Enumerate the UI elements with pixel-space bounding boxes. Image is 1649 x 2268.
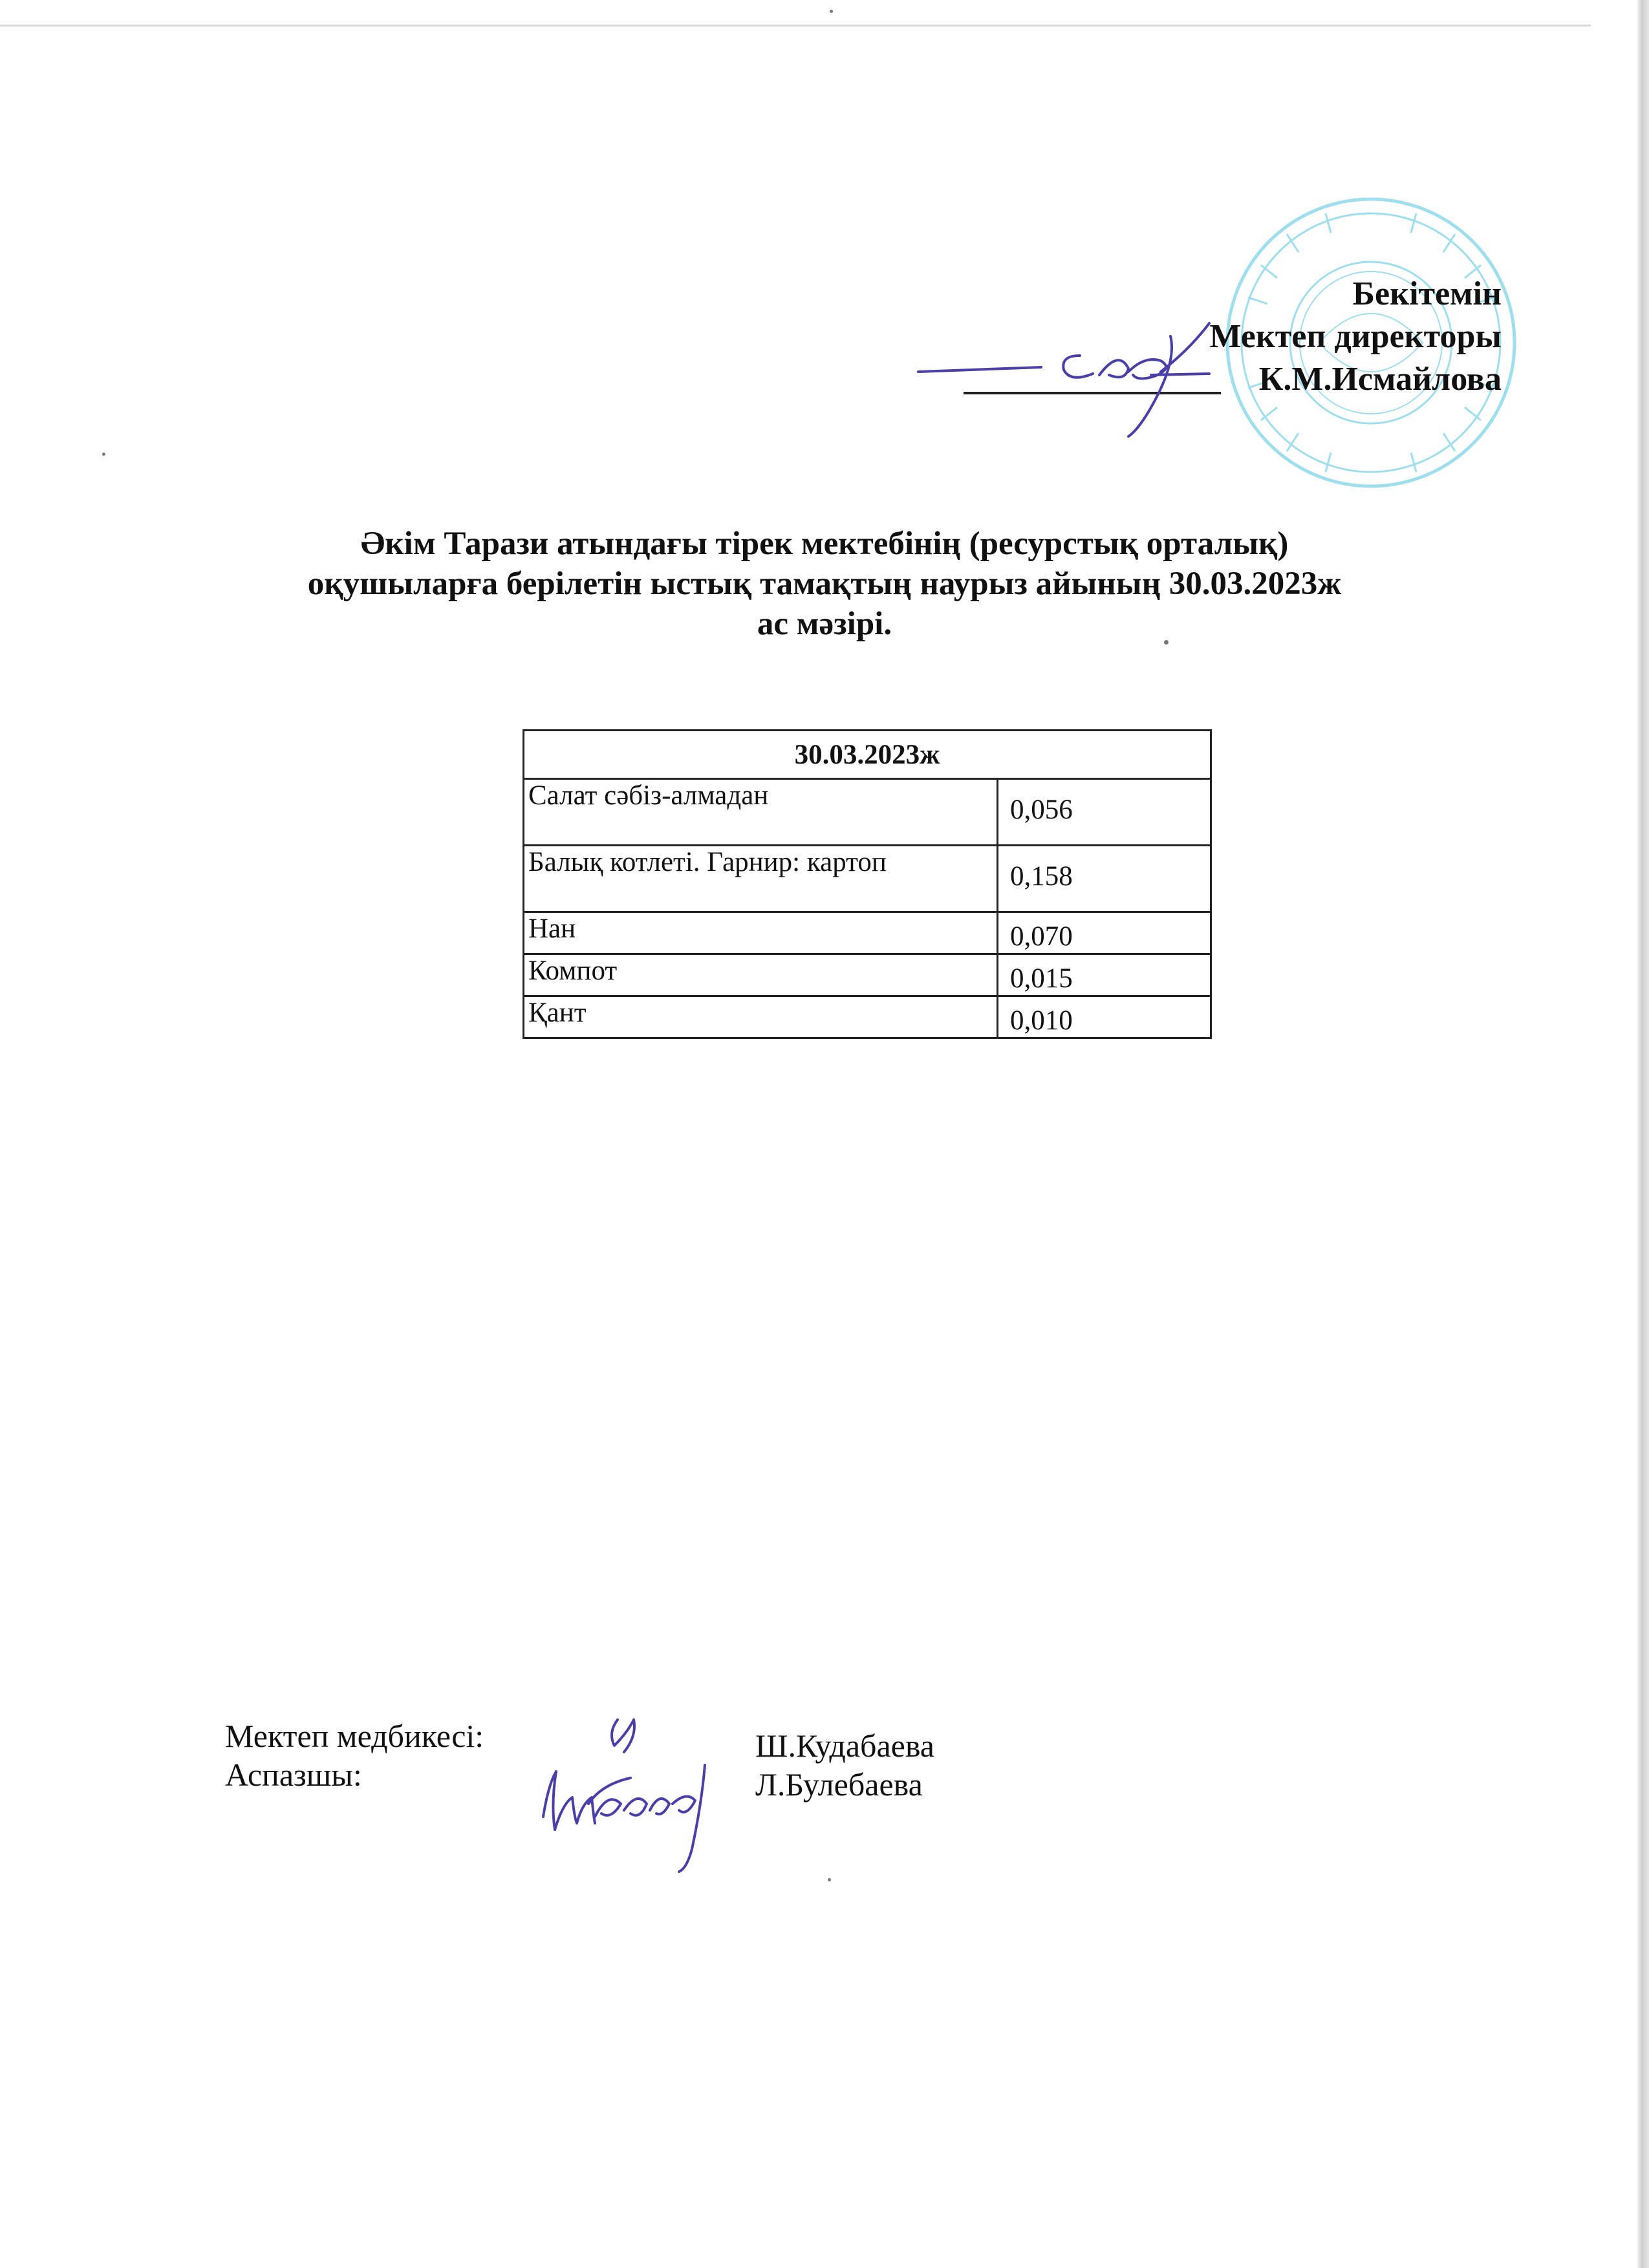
amount-value: 0,158 — [1010, 861, 1073, 892]
amount-value: 0,010 — [1010, 1005, 1073, 1036]
menu-item-name: Салат сәбіз-алмадан — [524, 779, 998, 846]
scan-border-line — [0, 25, 1591, 27]
menu-table — [523, 729, 1212, 1039]
menu-item-amount — [998, 912, 1211, 954]
menu-item-amount — [998, 954, 1211, 996]
table-row — [524, 954, 1211, 996]
title-line-2: оқушыларға берілетін ыстық тамақтың наурыз айының 30.03.2023ж — [307, 566, 1342, 602]
menu-item-amount — [998, 996, 1211, 1038]
approval-heading: Бекітемін — [1352, 275, 1502, 312]
table-row — [524, 779, 1211, 846]
title-line-1: Әкім Тарази атындағы тірек мектебінің (ресурстық орталық) — [360, 526, 1289, 562]
amount-value: 0,070 — [1010, 921, 1073, 952]
director-name: К.М.Исмайлова — [1258, 361, 1502, 398]
director-signature — [905, 310, 1267, 440]
scan-speck — [102, 453, 105, 456]
footer-roles — [225, 1717, 484, 1794]
table-row — [524, 846, 1211, 912]
amount-value: 0,015 — [1010, 963, 1073, 994]
title-line-3: ас мәзірі. — [757, 606, 892, 642]
amount-value: 0,056 — [1010, 795, 1073, 825]
menu-item-amount — [998, 779, 1211, 846]
cook-role: Аспазшы: — [225, 1757, 362, 1793]
menu-item-name: Балық котлеті. Гарнир: картоп — [524, 846, 998, 912]
menu-date-header: 30.03.2023ж — [524, 731, 1211, 779]
menu-item-name: Қант — [524, 996, 998, 1038]
nurse-role: Мектеп медбикесі: — [225, 1718, 484, 1754]
menu-item-name: Компот — [524, 954, 998, 996]
scan-edge-shadow — [1637, 0, 1649, 2268]
menu-item-amount — [998, 846, 1211, 912]
staff-signature — [517, 1707, 737, 1875]
cook-name: Л.Булебаева — [755, 1766, 923, 1803]
director-title: Мектеп директоры — [1209, 318, 1502, 355]
table-row — [524, 996, 1211, 1038]
scan-speck — [830, 10, 833, 13]
table-row — [524, 912, 1211, 954]
menu-item-name: Нан — [524, 912, 998, 954]
footer-names — [755, 1726, 934, 1804]
nurse-name: Ш.Кудабаева — [755, 1728, 934, 1764]
document-title — [178, 524, 1471, 644]
scan-speck — [828, 1878, 831, 1881]
